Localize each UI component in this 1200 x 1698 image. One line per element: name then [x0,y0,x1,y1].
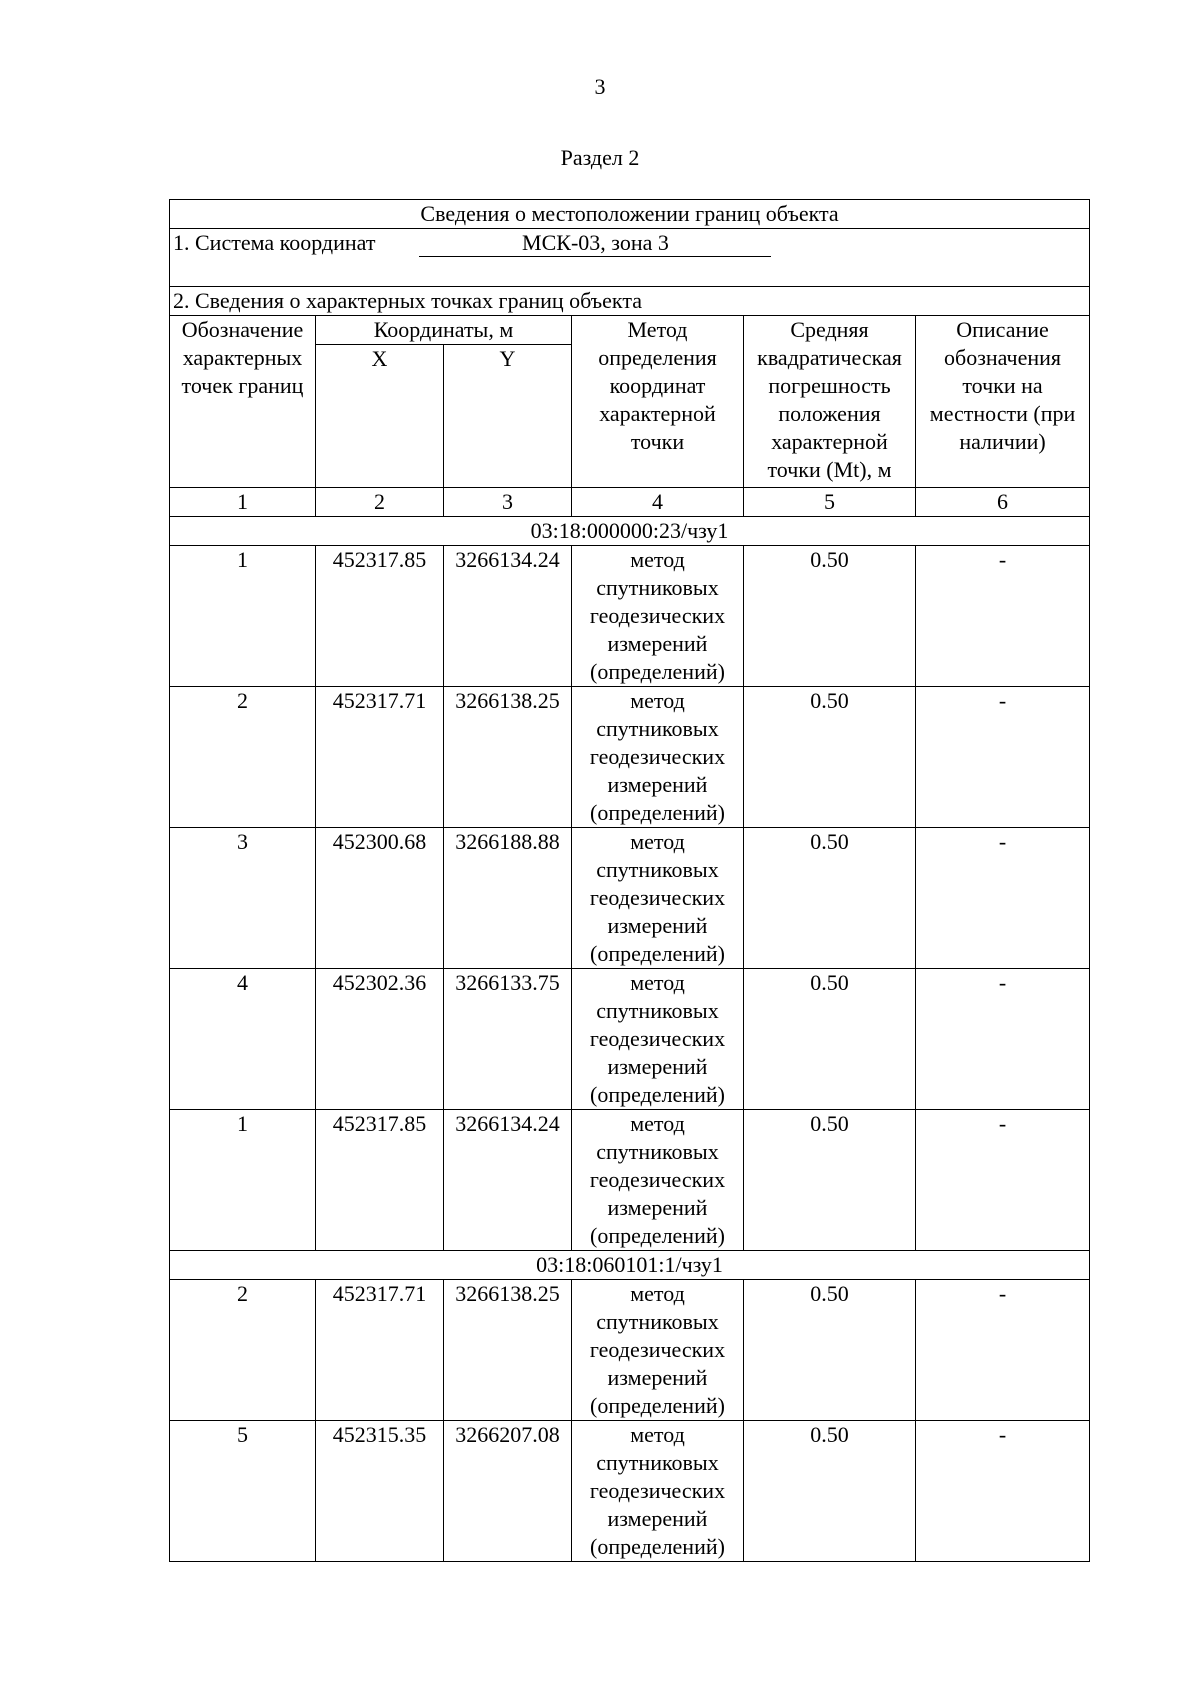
method-cell: метод спутниковых геодезических измерений (определений) [572,546,744,687]
accuracy-cell: 0.50 [744,546,916,687]
coord-system-label: 1. Система координат [173,230,376,255]
table-row [170,828,1090,969]
y-cell: 3266133.75 [444,969,572,1110]
accuracy-cell: 0.50 [744,828,916,969]
y-cell: 3266138.25 [444,687,572,828]
description-cell: - [916,1421,1090,1562]
accuracy-cell: 0.50 [744,1110,916,1251]
description-cell: - [916,828,1090,969]
column-number: 1 [170,488,316,517]
column-number: 2 [316,488,444,517]
method-cell: метод спутниковых геодезических измерений (определений) [572,1110,744,1251]
y-cell: 3266188.88 [444,828,572,969]
method-cell: метод спутниковых геодезических измерений (определений) [572,969,744,1110]
point-cell: 2 [170,687,316,828]
x-cell: 452317.85 [316,1110,444,1251]
point-cell: 3 [170,828,316,969]
y-cell: 3266207.08 [444,1421,572,1562]
method-cell: метод спутниковых геодезических измерений (определений) [572,687,744,828]
header-coordinates: Координаты, м [316,316,572,345]
group-row [170,517,1090,546]
boundary-table [169,199,1090,1562]
accuracy-cell: 0.50 [744,969,916,1110]
description-cell: - [916,969,1090,1110]
table-row [170,1421,1090,1562]
header-accuracy: Средняя квадратическая погрешность положения характерной точки (Mt), м [744,316,916,488]
y-cell: 3266138.25 [444,1280,572,1421]
point-cell: 5 [170,1421,316,1562]
group-row [170,1251,1090,1280]
header-description: Описание обозначения точки на местности (при наличии) [916,316,1090,488]
description-cell: - [916,1280,1090,1421]
coord-system-row [170,229,1090,287]
group-name: 03:18:060101:1/чзу1 [170,1251,1090,1280]
column-number: 4 [572,488,744,517]
description-cell: - [916,1110,1090,1251]
accuracy-cell: 0.50 [744,687,916,828]
column-number: 5 [744,488,916,517]
table-row [170,1110,1090,1251]
table-row [170,546,1090,687]
accuracy-cell: 0.50 [744,1421,916,1562]
page-number: 3 [594,74,606,99]
description-cell: - [916,546,1090,687]
point-cell: 4 [170,969,316,1110]
points-section-label: 2. Сведения о характерных точках границ объекта [170,287,1090,316]
point-cell: 1 [170,546,316,687]
x-cell: 452317.71 [316,1280,444,1421]
header-designation: Обозначение характерных точек границ [170,316,316,488]
section-title: Раздел 2 [560,145,640,170]
header-method: Метод определения координат характерной точки [572,316,744,488]
header-x: X [316,345,444,488]
y-cell: 3266134.24 [444,546,572,687]
table-title: Сведения о местоположении границ объекта [170,200,1090,229]
column-number: 3 [444,488,572,517]
accuracy-cell: 0.50 [744,1280,916,1421]
method-cell: метод спутниковых геодезических измерений (определений) [572,1280,744,1421]
coord-system-value: МСК-03, зона 3 [419,230,771,257]
point-cell: 2 [170,1280,316,1421]
column-number: 6 [916,488,1090,517]
method-cell: метод спутниковых геодезических измерений (определений) [572,828,744,969]
x-cell: 452317.85 [316,546,444,687]
table-row [170,969,1090,1110]
x-cell: 452317.71 [316,687,444,828]
description-cell: - [916,687,1090,828]
group-name: 03:18:000000:23/чзу1 [170,517,1090,546]
x-cell: 452315.35 [316,1421,444,1562]
table-row [170,1280,1090,1421]
table-row [170,687,1090,828]
y-cell: 3266134.24 [444,1110,572,1251]
x-cell: 452300.68 [316,828,444,969]
method-cell: метод спутниковых геодезических измерений (определений) [572,1421,744,1562]
x-cell: 452302.36 [316,969,444,1110]
point-cell: 1 [170,1110,316,1251]
header-y: Y [444,345,572,488]
